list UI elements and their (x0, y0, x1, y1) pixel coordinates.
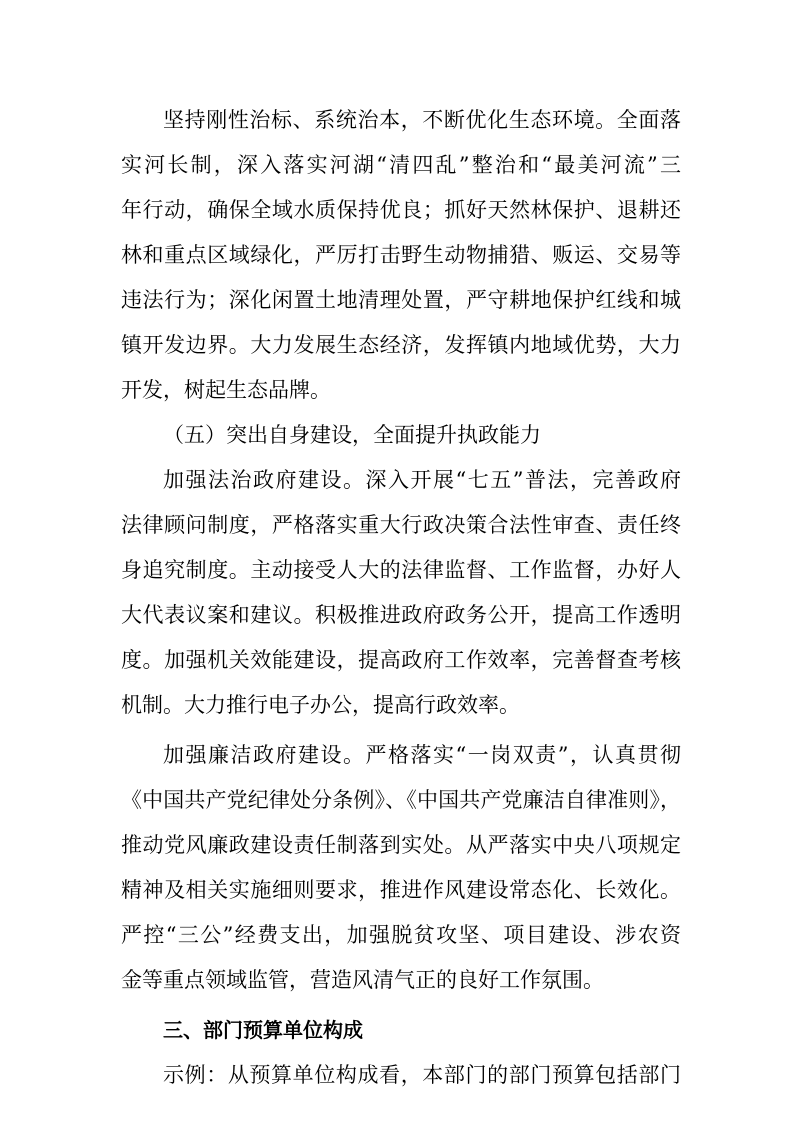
paragraph-line: 加强廉洁政府建设。严格落实“一岗双责”，认真贯彻 (163, 743, 681, 767)
paragraph-line: 违法行为；深化闲置土地清理处置，严守耕地保护红线和城 (121, 288, 681, 312)
paragraph-line: 加强法治政府建设。深入开展“七五”普法，完善政府 (163, 468, 681, 492)
paragraph-line: 精神及相关实施细则要求，推进作风建设常态化、长效化。 (121, 878, 681, 902)
paragraph-line: 大代表议案和建议。积极推进政府政务公开，提高工作透明 (121, 603, 681, 627)
paragraph-line: 开发，树起生态品牌。 (121, 378, 331, 402)
paragraph-line: 坚持刚性治标、系统治本，不断优化生态环境。全面落 (163, 108, 681, 132)
paragraph-line: 林和重点区域绿化，严厉打击野生动物捕猎、贩运、交易等 (121, 243, 681, 267)
paragraph-line: 年行动，确保全域水质保持优良；抓好天然林保护、退耕还 (121, 198, 681, 222)
paragraph-line: 示例：从预算单位构成看，本部门的部门预算包括部门 (163, 1063, 681, 1087)
heading-text: 三、部门预算单位构成 (163, 1018, 363, 1042)
paragraph-line: 推动党风廉政建设责任制落到实处。从严落实中央八项规定 (121, 833, 681, 857)
paragraph-line: 严控“三公”经费支出，加强脱贫攻坚、项目建设、涉农资 (121, 923, 681, 947)
paragraph-line: 法律顾问制度，严格落实重大行政决策合法性审查、责任终 (121, 513, 681, 537)
heading-text: （五）突出自身建设，全面提升执政能力 (163, 423, 541, 447)
paragraph-line: 机制。大力推行电子办公，提高行政效率。 (121, 693, 520, 717)
paragraph-line: 《中国共产党纪律处分条例》、《中国共产党廉洁自律准则》， (121, 788, 681, 812)
paragraph-line: 镇开发边界。大力发展生态经济，发挥镇内地域优势，大力 (121, 333, 681, 357)
paragraph-line: 身追究制度。主动接受人大的法律监督、工作监督，办好人 (121, 558, 681, 582)
paragraph-line: 金等重点领域监管，营造风清气正的良好工作氛围。 (121, 968, 604, 992)
paragraph-line: 度。加强机关效能建设，提高政府工作效率，完善督查考核 (121, 648, 681, 672)
paragraph-line: 实河长制，深入落实河湖“清四乱”整治和“最美河流”三 (121, 153, 681, 177)
